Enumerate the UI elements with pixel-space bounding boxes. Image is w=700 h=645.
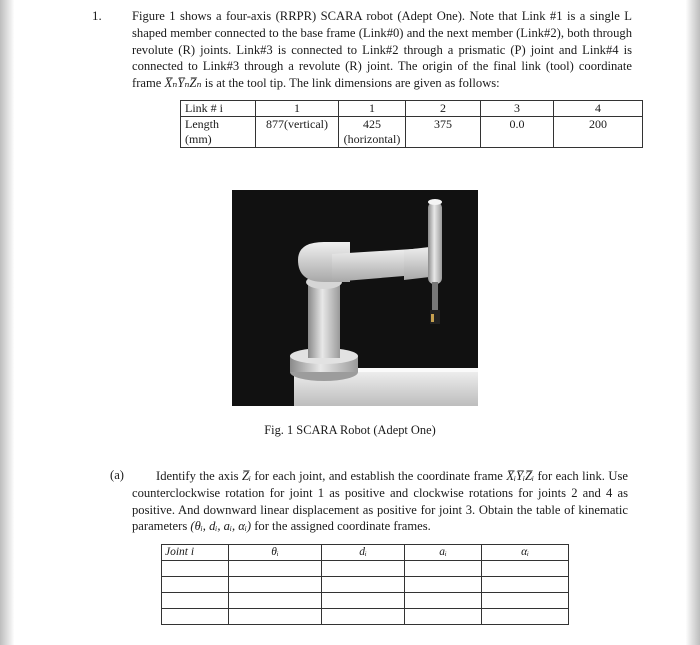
a-header: aᵢ (405, 545, 482, 561)
length-header (181, 117, 256, 148)
kinematic-header-row (162, 545, 569, 561)
scara-robot-illustration (232, 190, 478, 406)
figure-caption: Fig. 1 SCARA Robot (Adept One) (264, 423, 436, 437)
length-header-line1: Length (185, 117, 219, 131)
length-cell: 200 (554, 117, 643, 148)
link-frame-symbol: X̅ᵢY̅ᵢZ̅ᵢ (506, 469, 535, 483)
length-cell: 0.0 (481, 117, 554, 148)
question-text-a: Figure 1 shows a four-axis (RRPR) SCARA robot (Adept One). Note that Link #1 is a single L shaped member connected to the base frame (Link#0) and the next member (Link#2), both through revolute (R) joints. Link#3 is connected to Link#2 through a prismatic (P) joint and Link#4 is connected to Link#3 through a revolute (R) joint. The origin of the final link (tool) coordinate frame (132, 9, 632, 91)
empty-table-row (162, 561, 569, 577)
empty-table-row (162, 577, 569, 593)
link-number-cell: 1 (256, 101, 339, 117)
vertical-column (308, 282, 340, 358)
kinematic-parameters-table (161, 544, 569, 625)
link-number-cell: 4 (554, 101, 643, 117)
length-note: (horizontal) (343, 132, 401, 146)
page-shadow-left (0, 0, 14, 645)
link-length-row (181, 117, 643, 148)
empty-table-row (162, 593, 569, 609)
link-dimensions-table (180, 100, 643, 148)
empty-table-row (162, 609, 569, 625)
d-header: dᵢ (322, 545, 405, 561)
part-a-text-3: for each link. Use counterclockwise rotation for joint 1 as positive and clockwise rotations for joints 2 and 4 as positive. And downward linear displacement as positive for joint 3. Obtain the table of kinematic parameters (132, 469, 628, 534)
part-a-label: (a) (110, 468, 124, 482)
length-cell: 375 (406, 117, 481, 148)
question-paragraph (132, 8, 632, 92)
link-number-header: Link # i (181, 101, 256, 117)
length-cell: 877(vertical) (256, 117, 339, 148)
link-number-row (181, 101, 643, 117)
length-cell (339, 117, 406, 148)
alpha-header: αᵢ (482, 545, 569, 561)
quill-shaft (428, 202, 442, 284)
question-number: 1. (92, 8, 102, 23)
scara-robot-figure (232, 190, 478, 406)
part-a-text-2: for each joint, and establish the coordinate frame (254, 469, 503, 483)
question-text-b: is at the tool tip. The link dimensions are given as follows: (204, 76, 500, 91)
theta-header: θᵢ (229, 545, 322, 561)
link-number-cell: 3 (481, 101, 554, 117)
joint-header: Joint i (162, 545, 229, 561)
kinematic-params-symbol: (θᵢ, dᵢ, aᵢ, αᵢ) (190, 519, 252, 534)
length-value: 425 (363, 117, 381, 131)
length-header-line2: (mm) (185, 132, 212, 146)
axis-symbol: Z̅ᵢ (241, 469, 251, 483)
part-a-text-4: for the assigned coordinate frames. (254, 519, 431, 534)
part-a-paragraph (132, 468, 628, 535)
tool-frame-symbol: X̅ₙY̅ₙZ̅ₙ (164, 76, 202, 91)
page-shadow-right (686, 0, 700, 645)
part-a-text-1: Identify the axis (156, 469, 239, 483)
link-number-cell: 1 (339, 101, 406, 117)
link-number-cell: 2 (406, 101, 481, 117)
